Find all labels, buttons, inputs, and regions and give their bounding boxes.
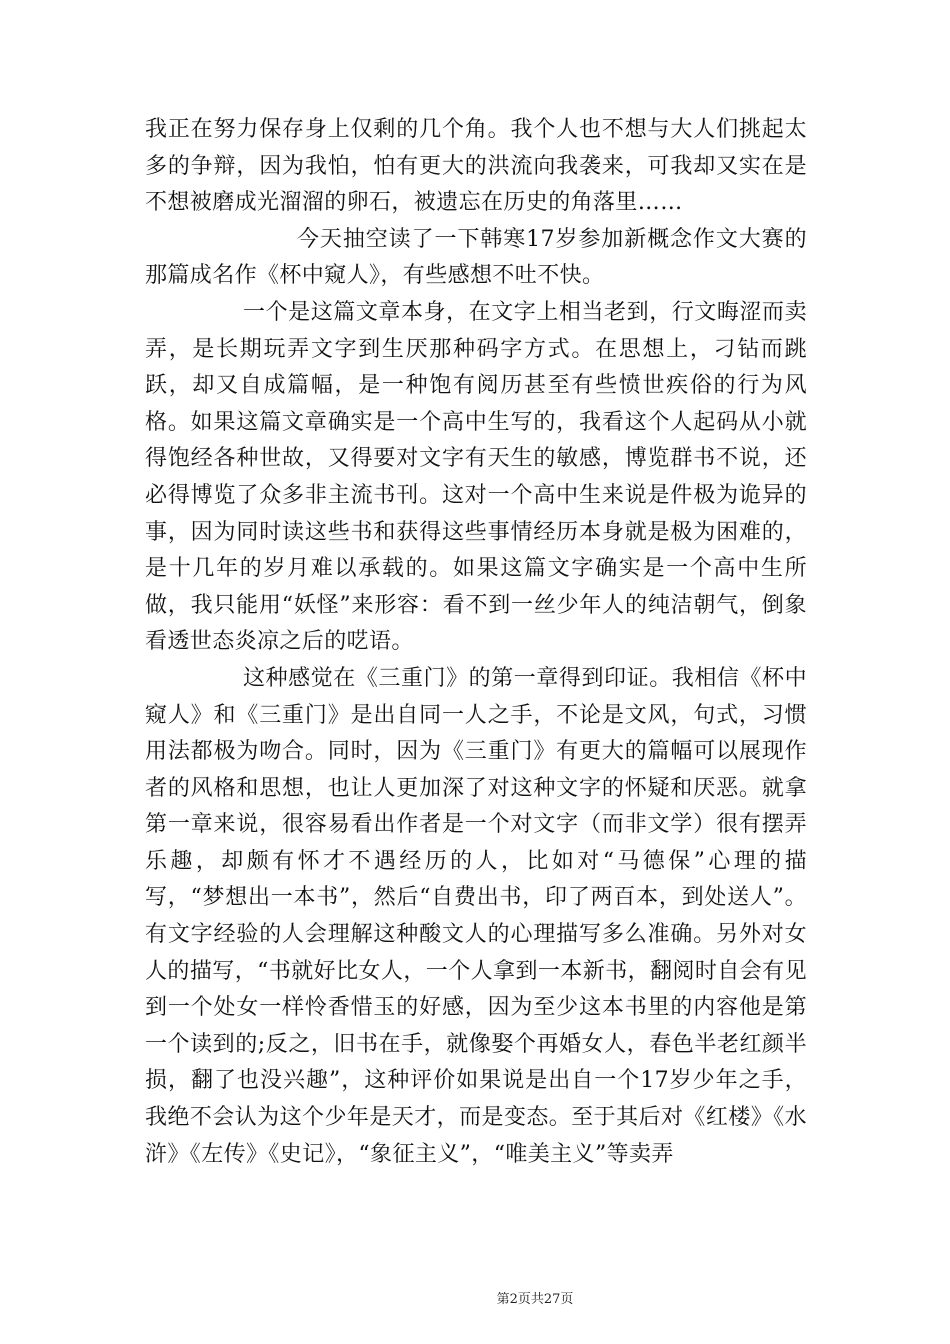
document-body xyxy=(145,112,807,1173)
paragraph-intro: 今天抽空读了一下韩寒17岁参加新概念作文大赛的那篇成名作《杯中窥人》，有些感想不吐不快。 xyxy=(145,226,807,289)
paragraph-continuation: 我正在努力保存身上仅剩的几个角。我个人也不想与大人们挑起太多的争辩，因为我怕，怕有更大的洪流向我袭来，可我却又实在是不想被磨成光溜溜的卵石，被遗忘在历史的角落里…… xyxy=(145,117,807,216)
page-number-footer: 第2页共27页 xyxy=(496,1292,574,1307)
paragraph-article-analysis: 一个是这篇文章本身，在文字上相当老到，行文晦涩而卖弄，是长期玩弄文字到生厌那种码字方式。在思想上，刁钻而跳跃，却又自成篇幅，是一种饱有阅历甚至有些愤世疾俗的行为风格。如果这篇文章确实是一个高中生写的，我看这个人起码从小就得饱经各种世故，又得要对文字有天生的敏感，博览群书不说，还必得博览了众多非主流书刊。这对一个高中生来说是件极为诡异的事，因为同时读这些书和获得这些事情经历本身就是极为困难的，是十几年的岁月难以承载的。如果这篇文字确实是一个高中生所做，我只能用“妖怪”来形容：看不到一丝少年人的纯洁朝气，倒象看透世态炎凉之后的呓语。 xyxy=(145,299,807,655)
paragraph-sanchongmen: 这种感觉在《三重门》的第一章得到印证。我相信《杯中窥人》和《三重门》是出自同一人之手，不论是文风，句式，习惯用法都极为吻合。同时，因为《三重门》有更大的篇幅可以展现作者的风格和思想，也让人更加深了对这种文字的怀疑和厌恶。就拿第一章来说，很容易看出作者是一个对文字（而非文学）很有摆弄乐趣，却颇有怀才不遇经历的人，比如对“马德保”心理的描写，“梦想出一本书”，然后“自费出书，印了两百本，到处送人”。有文字经验的人会理解这种酸文人的心理描写多么准确。另外对女人的描写，“书就好比女人，一个人拿到一本新书，翻阅时自会有见到一个处女一样怜香惜玉的好感，因为至少这本书里的内容他是第一个读到的;反之，旧书在手，就像娶个再婚女人，春色半老红颜半损，翻了也没兴趣”，这种评价如果说是出自一个17岁少年之手，我绝不会认为这个少年是天才，而是变态。至于其后对《红楼》《水浒》《左传》《史记》，“象征主义”，“唯美主义”等卖弄 xyxy=(145,665,807,1167)
